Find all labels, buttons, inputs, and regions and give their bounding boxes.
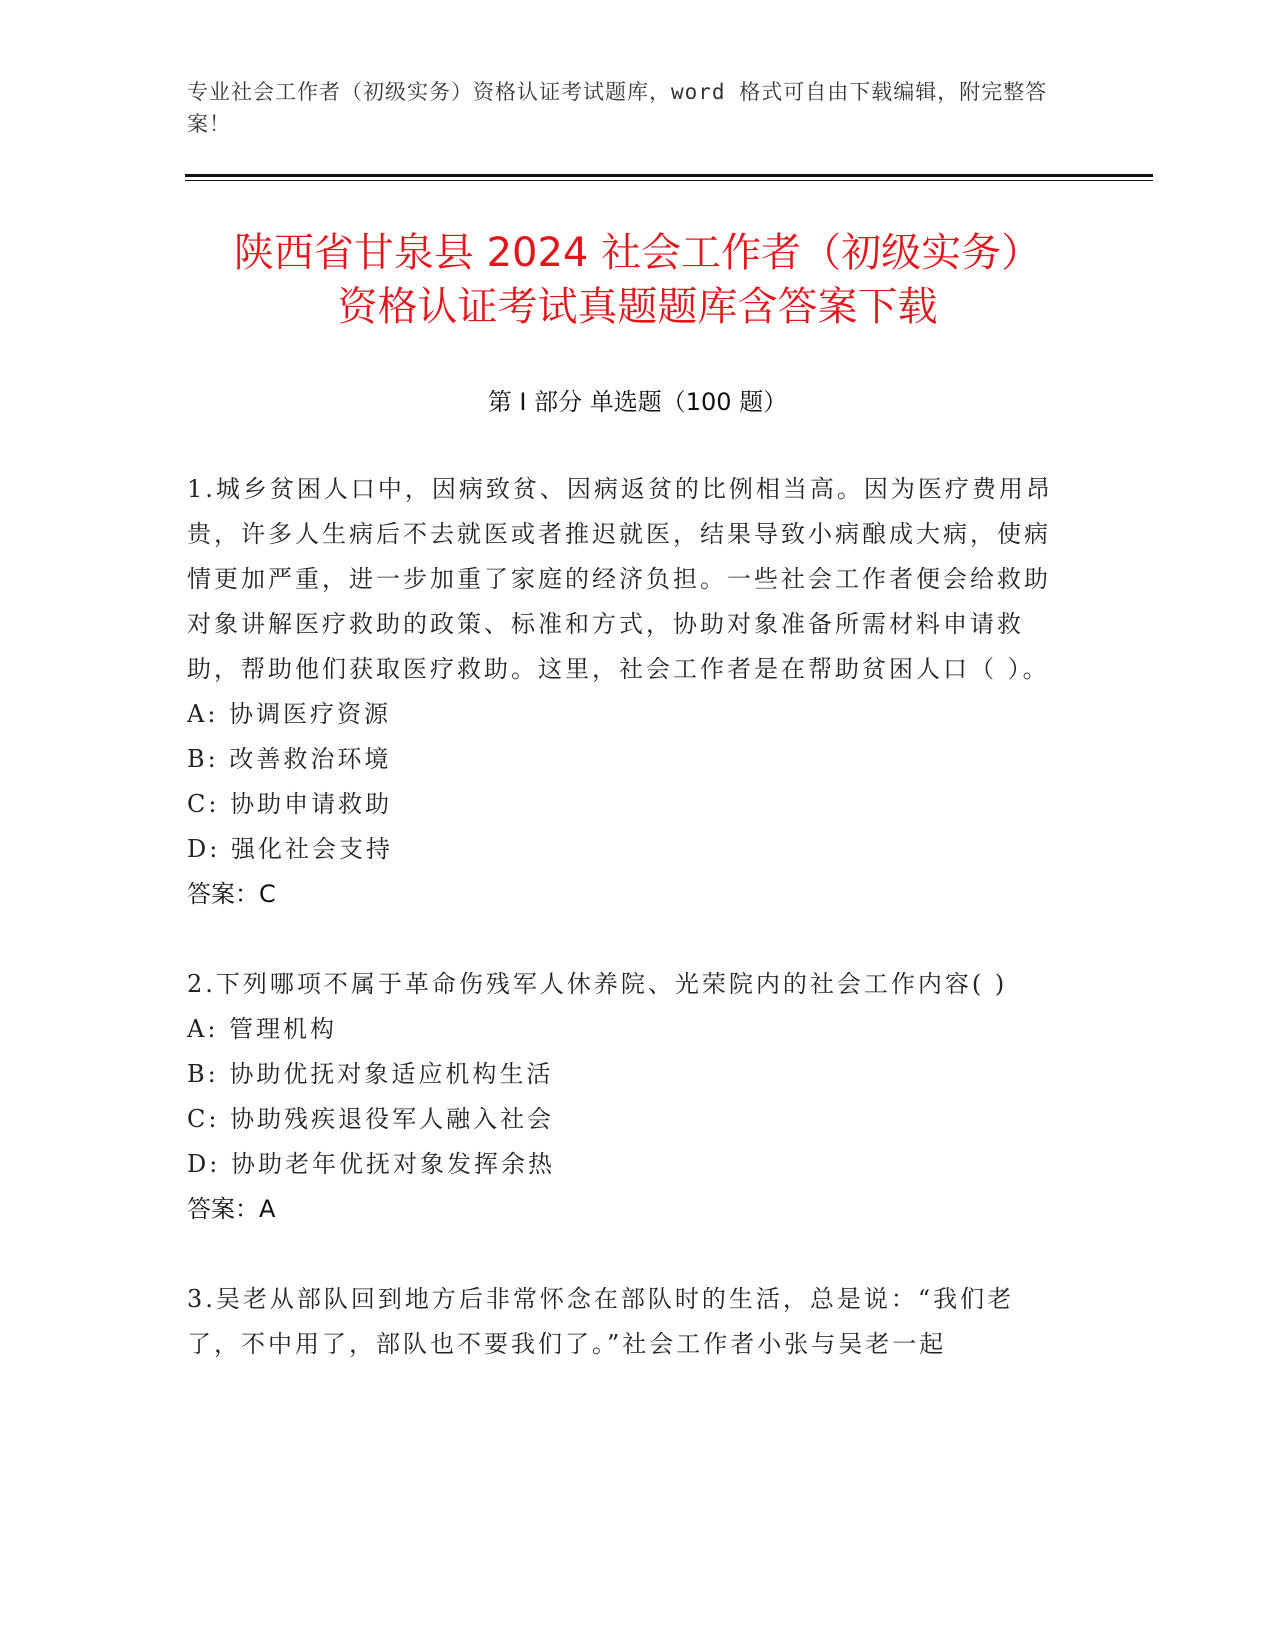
header-note: 专业社会工作者（初级实务）资格认证考试题库，word 格式可自由下载编辑，附完整答案！: [187, 80, 1048, 136]
question-1: [187, 467, 1067, 917]
header-divider-thin: [185, 180, 1153, 181]
option-c: C: 协助残疾退役军人融入社会: [187, 1105, 555, 1133]
option-a: A: 管理机构: [187, 1015, 338, 1043]
question-stem: 1.城乡贫困人口中，因病致贫、因病返贫的比例相当高。因为医疗费用昂贵，许多人生病后不去就医或者推迟就医，结果导致小病酿成大病，使病情更加严重，进一步加重了家庭的经济负担。一些社会工作者便会给救助对象讲解医疗救助的政策、标准和方式，协助对象准备所需材料申请救助，帮助他们获取医疗救助。这里，社会工作者是在帮助贫困人口（ ）。: [187, 475, 1053, 683]
question-3: [187, 1277, 1067, 1367]
answer: 答案：C: [187, 880, 276, 908]
option-b: B: 协助优抚对象适应机构生活: [187, 1060, 554, 1088]
document-title: [150, 226, 1125, 334]
option-c: C: 协助申请救助: [187, 790, 393, 818]
question-spacer: [187, 1232, 1067, 1277]
header-divider-thick: [185, 174, 1153, 177]
answer: 答案：A: [187, 1195, 276, 1223]
question-list: [187, 467, 1067, 1367]
question-2: [187, 962, 1067, 1232]
title-line-1: 陕西省甘泉县 2024 社会工作者（初级实务）: [233, 230, 1042, 276]
title-line-2: 资格认证考试真题题库含答案下载: [337, 284, 938, 330]
option-d: D: 强化社会支持: [187, 835, 393, 863]
question-spacer: [187, 917, 1067, 962]
question-stem: 3.吴老从部队回到地方后非常怀念在部队时的生活，总是说：“我们老了，不中用了，部队也不要我们了。”社会工作者小张与吴老一起: [187, 1285, 1015, 1358]
option-d: D: 协助老年优抚对象发挥余热: [187, 1150, 555, 1178]
option-b: B: 改善救治环境: [187, 745, 392, 773]
question-stem: 2.下列哪项不属于革命伤残军人休养院、光荣院内的社会工作内容( ): [187, 970, 1008, 998]
option-a: A: 协调医疗资源: [187, 700, 392, 728]
section-heading: 第 I 部分 单选题（100 题）: [487, 388, 788, 416]
